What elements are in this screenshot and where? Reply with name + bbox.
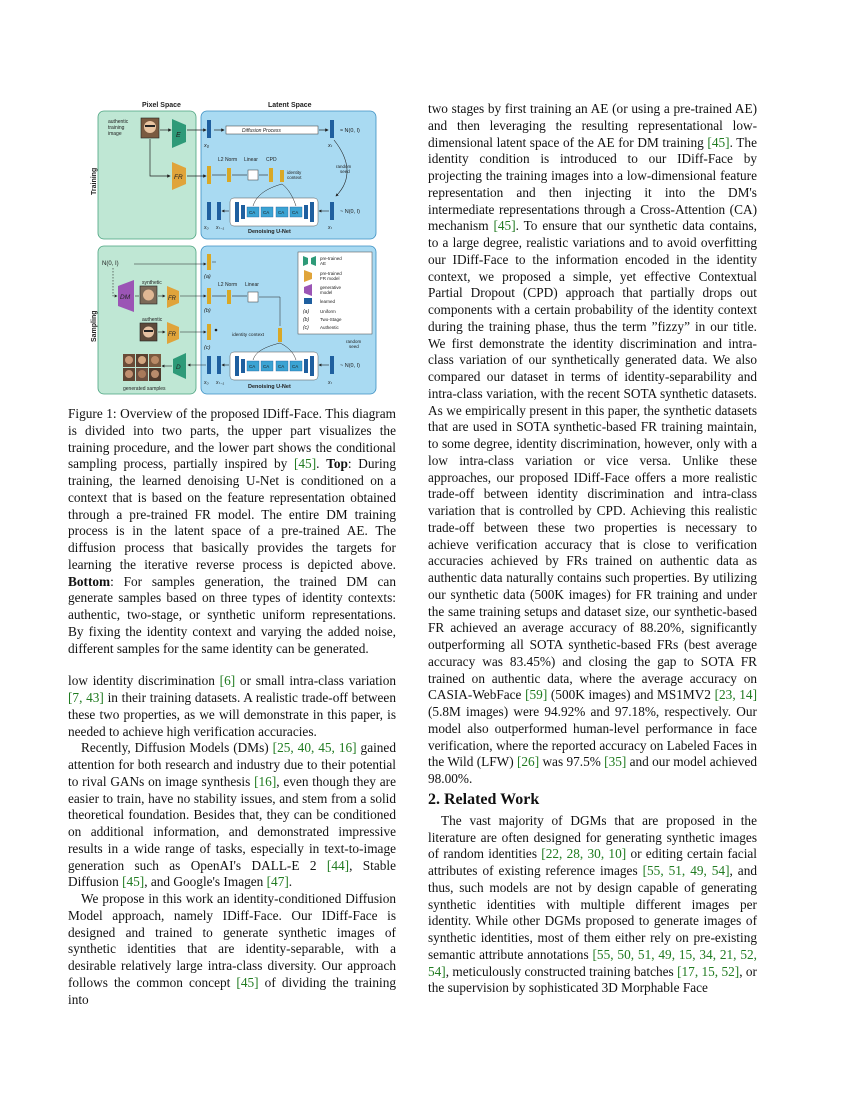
- identity-context-vector-top: [280, 170, 284, 182]
- citation-link[interactable]: [45]: [236, 974, 259, 990]
- citation-link[interactable]: [59]: [525, 687, 548, 703]
- citation-link[interactable]: [25, 40, 45, 16]: [272, 740, 357, 756]
- context-vector-c: [207, 324, 211, 340]
- legend-learned-label: learned: [320, 299, 336, 304]
- x0-label-top: x₀: [204, 143, 210, 149]
- legend-b-label: Two-Stage: [320, 317, 342, 322]
- authentic-training-image-label: authentic training image: [108, 119, 129, 137]
- citation-link[interactable]: [23, 14]: [714, 687, 757, 703]
- legend-fr-label: pre-trained FR model: [320, 271, 342, 281]
- linear-label-bottom: Linear: [245, 282, 259, 288]
- citation-link[interactable]: [35]: [604, 754, 627, 770]
- ca-label-3: CA: [278, 210, 285, 215]
- pixel-space-label: Pixel Space: [142, 102, 181, 109]
- latent-xt1-sample: [217, 356, 221, 374]
- x0-label-bottom: x₀: [204, 380, 209, 386]
- ca-label-2: CA: [263, 210, 270, 215]
- linear-label-top: Linear: [244, 157, 258, 163]
- sim-normal-label-bottom: ~ N(0, I): [340, 363, 361, 369]
- right-paragraph-2: The vast majority of DGMs that are proposed in the literature are often designed for generating synthetic images of random identities [22, 28, 30, 10] or editing certain facial attributes of existing reference images [55, 51, 49, 54], and thus, such models are not by design capable of generating synthetic identities with multiple different images per identity. While other DGMs proposed to generate images of synthetic identities, most of them either rely on pre-existing semantic attribute annotations [55, 50, 51, 49, 15, 34, 21, 52, 54], meticulously constructed training batches [17, 15, 52], or the supervision by sophisticated 3D Morphable Face: [428, 812, 758, 996]
- left-column: [68, 406, 396, 1008]
- cpd-vector: [269, 168, 273, 182]
- latent-xT-sample: [330, 356, 334, 374]
- synthetic-face-image: [140, 286, 157, 304]
- cpd-label: CPD: [266, 157, 277, 163]
- denoising-unet-label-bottom: Denoising U-Net: [248, 384, 291, 390]
- training-side-label: Training: [91, 167, 98, 195]
- ca-label-7: CA: [278, 364, 285, 369]
- citation-link[interactable]: [26]: [516, 754, 540, 770]
- l2norm-label-top: L2 Norm: [218, 157, 238, 163]
- right-paragraph-1: two stages by first training an AE (or using a pre-trained AE) and then leveraging the resulting representational low-dimensional latent space of the AE for DM training [45]. The identity condition is introduced to our IDiff-Face by projecting the training images into a low-dimensional feature representation and then injecting it into the DM's intermediate representations through a Cross-Attention (CA) mechanism [45]. To ensure that our synthetic data contains, to a large degree, realistic variations and to avoid overfitting our IDiff-Face to the information encoded in the identity context, we proposed a simple, yet effective Contextual Partial Dropout (CPD) approach that partially drops out components with a certain probability of the identity context during the training phase, thus the term ”fizzy” in our title. We first demonstrate the identity discrimination and intra-class variation of our synthetically generated data. We also compared our dataset in terms of identity-separability and intra-class variation, with the recent SOTA synthetic datasets. As we empirically present in this paper, the synthetic datasets that are used in SOTA synthetic-based FR training maintain, to some degree, identity discrimination, however, only with a low intra-class variation or vice versa. Unlike these approaches, our proposed IDiff-Face offers a more realistic trade-off between identity discrimination and intra-class variation that is controlled by CPD. Achieving this realistic trade-off between these two properties is necessary to achieve verification accuracy that is close to verification accuracies achieved by FRs trained on authentic data as authentic data naturally contains such properties. By utilizing our synthetic data (500K images) for FR training and under the same training setups and dataset size, our synthetic-based FR achieved an average accuracy of 88.20%, significantly outperforming all SOTA synthetic-based FRs (best average accuracy was 83.45%) and closing the gap to SOTA FR trained on authentic data, where the average accuracy on CASIA-WebFace [59] (500K images) and MS1MV2 [23, 14] (5.8M images) were 94.92% and 97.18%, respectively. Our model also outperformed human-level performance in face verification, where the reported accuracy on Labeled Faces in the Wild (LFW) [26] was 97.5% [35] and our model achieved 98.00%.: [428, 101, 758, 786]
- decoder-label: D: [176, 364, 181, 371]
- authentic-label: authentic: [142, 317, 163, 323]
- sim-normal-label-mid: ~ N(0, I): [340, 209, 361, 215]
- latent-x0: [207, 120, 211, 138]
- xT-label-mid: xₜ: [328, 225, 332, 231]
- identity-context-label-bottom: identity context: [232, 333, 264, 338]
- legend-c-label: Authentic: [320, 325, 339, 330]
- citation-link[interactable]: [44]: [326, 857, 350, 873]
- synthetic-label: synthetic: [142, 280, 162, 286]
- linear-layer-block: [248, 170, 258, 180]
- denoising-unet-sampling: [230, 352, 318, 380]
- diffusion-process-label: Diffusion Process: [242, 128, 281, 134]
- authentic-face-image: [141, 118, 159, 138]
- overview-figure: [90, 100, 380, 400]
- latent-x0-pred: [207, 202, 211, 220]
- citation-link[interactable]: [47]: [266, 874, 289, 890]
- citation-link[interactable]: [22, 28, 30, 10]: [541, 846, 627, 862]
- case-b-label: (b): [204, 308, 211, 314]
- random-seed-label-top: random seed: [336, 164, 352, 174]
- fr-feature-vector: [207, 166, 211, 184]
- xT-label-top: xₜ: [328, 143, 333, 149]
- legend-gen-label: generative model: [320, 285, 342, 295]
- linear-layer-block-bottom: [248, 292, 258, 302]
- encoder-label: E: [176, 132, 181, 139]
- legend-case-a: (a): [303, 309, 310, 315]
- left-paragraph-1: low identity discrimination [6] or small intra-class variation [7, 43] in their training datasets. A realistic trade-off between these two properties, as we will demonstrate in this paper, is needed to achieve high verification accuracies.: [68, 673, 396, 739]
- citation-link[interactable]: [6]: [219, 673, 236, 689]
- identity-context-label-top: identity context: [287, 170, 302, 180]
- ca-label-5: CA: [249, 364, 256, 369]
- case-a-label: (a): [204, 274, 211, 280]
- citation-link[interactable]: [16]: [254, 773, 277, 789]
- xT1-label-mid: xₜ₋₁: [216, 225, 225, 231]
- authentic-face-image-sampling: [140, 323, 157, 341]
- citation-link[interactable]: [55, 51, 49, 54]: [642, 863, 730, 878]
- legend-case-b: (b): [303, 317, 310, 323]
- ca-label-8: CA: [292, 364, 299, 369]
- citation-link[interactable]: [45]: [122, 874, 145, 890]
- fr-label-training: FR: [174, 174, 183, 181]
- latent-x0-sample: [207, 356, 211, 374]
- case-c-label: (c): [204, 345, 211, 351]
- legend-case-c: (c): [303, 325, 309, 331]
- legend-ae-label: pre-trained AE: [320, 256, 342, 266]
- l2norm-vector-bottom: [227, 290, 231, 304]
- citation-link[interactable]: [7, 43]: [68, 690, 104, 705]
- citation-link[interactable]: [55, 50, 51, 49, 15, 34, 21, 52, 54]: [428, 946, 758, 979]
- caption-label: Figure 1:: [68, 406, 117, 421]
- xT1-label-bottom: xₜ₋₁: [216, 380, 225, 386]
- latent-xT: [330, 120, 334, 138]
- section-heading-related-work: 2. Related Work: [428, 790, 540, 808]
- legend-a-label: Uniform: [320, 309, 336, 314]
- fr-label-synthetic: FR: [168, 296, 176, 302]
- ca-label-6: CA: [263, 364, 270, 369]
- l2norm-label-bottom: L2 Norm: [218, 282, 238, 288]
- latent-xt1: [217, 202, 221, 220]
- random-seed-label-bottom: random seed: [346, 339, 362, 349]
- l2norm-vector: [227, 168, 231, 182]
- right-column: [428, 101, 757, 997]
- ca-label-1: CA: [249, 210, 256, 215]
- x0-label-mid: x₀: [204, 225, 209, 231]
- ca-label-4: CA: [292, 210, 299, 215]
- sampling-side-label: Sampling: [91, 310, 98, 342]
- context-vector-a: [207, 254, 211, 270]
- denoising-unet-label-top: Denoising U-Net: [248, 229, 291, 235]
- latent-space-label: Latent Space: [268, 102, 312, 109]
- citation-link[interactable]: [45]: [707, 134, 730, 150]
- context-vector-b: [207, 288, 211, 304]
- figure-caption: Figure 1: Overview of the proposed IDiff-Face. This diagram is divided into two parts, the upper part visualizes the training procedure, and the lower part shows the conditional sampling process, partially inspired by [45]. Top: During training, the learned denoising U-Net is conditioned on a context that is based on the feature representation obtained through a pre-trained FR model. The entire DM training process is in the latent space of a pre-trained AE. The diffusion process that basically provides the targets for learning the iterative reverse process is depicted above. Bottom: For samples generation, the trained DM can generate samples based on three types of identity contexts: authentic, two-stage, or synthetic uniform representations. By fixing the identity context and varying the added noise, different samples for the same identity can be generated.: [68, 406, 396, 656]
- legend-learned-icon: [304, 298, 312, 304]
- denoising-unet-training: [230, 198, 318, 226]
- citation-link[interactable]: [45]: [493, 218, 516, 234]
- latent-xT-mid: [330, 202, 334, 220]
- left-paragraph-2: Recently, Diffusion Models (DMs) [25, 40, 45, 16] gained attention for both research and industry due to their potential to rival GANs on image synthesis [16], even though they are easier to train, have no stability issues, and stem from a solid theoretical foundation. Besides that, they can be conditioned on additional information, and demonstrated impressive results in a wide range of tasks, especially in text-to-image generation such as OpenAI's DALL-E 2 [44], Stable Diffusion [45], and Google's Imagen [47].: [68, 740, 397, 890]
- normal-input-label: N(0, I): [102, 261, 119, 267]
- dm-label: DM: [120, 294, 131, 301]
- fr-label-authentic: FR: [168, 332, 176, 338]
- left-paragraph-3: We propose in this work an identity-conditioned Diffusion Model approach, namely IDiff-Face. Our IDiff-Face is designed and trained to generate synthetic images of synthetic identities that are identity-separable, with a desirable relatively large intra-class diversity. Our approach follows the common concept [45] of dividing the training into: [68, 891, 396, 1007]
- xT-label-bottom: xₜ: [328, 380, 332, 386]
- identity-context-vector-bottom: [278, 328, 282, 342]
- approx-normal-label: ≈ N(0, I): [340, 128, 360, 134]
- citation-link[interactable]: [45]: [293, 456, 317, 472]
- generated-samples-label: generated samples: [123, 386, 166, 392]
- citation-link[interactable]: [17, 15, 52]: [677, 963, 740, 979]
